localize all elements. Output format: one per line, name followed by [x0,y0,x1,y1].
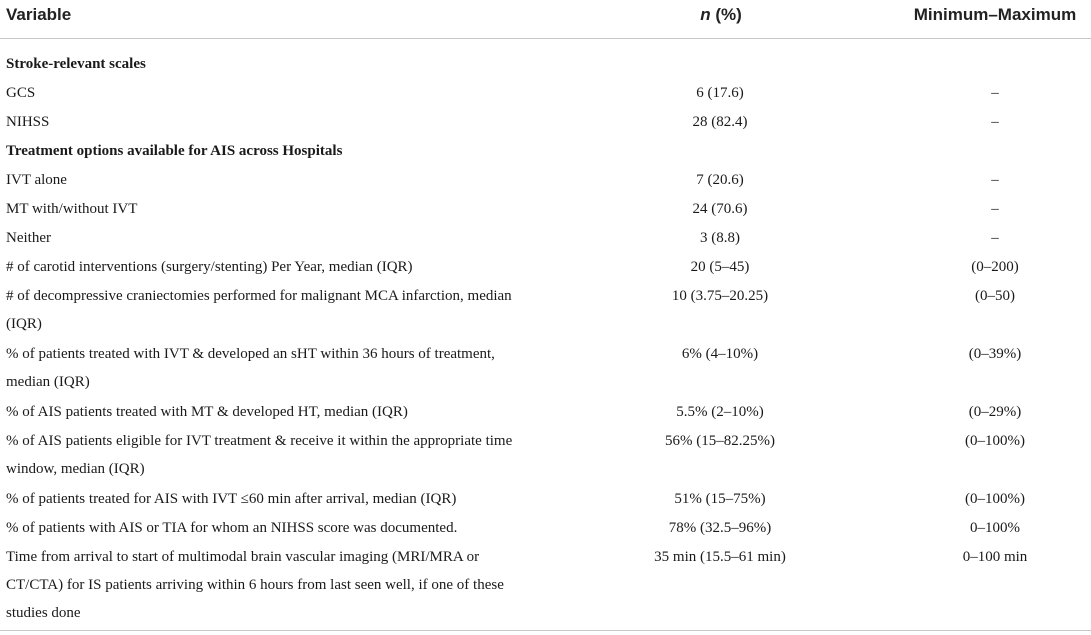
min-max-cell: – [991,85,999,101]
n-percent-cell: 28 (82.4) [692,114,748,130]
n-percent-cell: 7 (20.6) [696,172,744,188]
n-percent-cell: 35 min (15.5–61 min) [654,549,786,565]
variable-cell: # of carotid interventions (surgery/stenting) Per Year, median (IQR) [6,259,413,275]
section-label: Treatment options available for AIS across Hospitals [6,143,343,159]
table-row [0,485,1091,514]
min-max-cell: – [991,114,999,130]
section-row-stroke-scales [0,50,1091,79]
variable-cell: % of patients treated with IVT & developed an sHT within 36 hours of treatment, median (IQR) [6,346,495,390]
variable-cell: Neither [6,230,51,246]
variable-cell: Time from arrival to start of multimodal brain vascular imaging (MRI/MRA or CT/CTA) for IS patients arriving within 6 hours from last seen well, if one of these studies done [6,549,504,621]
variable-cell: % of patients treated for AIS with IVT ≤60 min after arrival, median (IQR) [6,491,457,507]
section-label: Stroke-relevant scales [6,56,146,72]
n-percent-cell: 5.5% (2–10%) [676,404,764,420]
variable-cell: % of AIS patients eligible for IVT treatment & receive it within the appropriate time window, median (IQR) [6,433,513,477]
table-row [0,282,1091,340]
table-row [0,79,1091,108]
section-row-treatment-options [0,137,1091,166]
n-percent-cell: 6% (4–10%) [681,346,759,362]
min-max-cell: 0–100 min [962,549,1028,565]
n-percent-cell: 10 (3.75–20.25) [671,288,769,304]
variable-cell: # of decompressive craniectomies performed for malignant MCA infarction, median (IQR) [6,288,512,332]
table-row [0,427,1091,485]
table-row [0,398,1091,427]
min-max-cell: (0–100%) [965,491,1025,507]
min-max-cell: – [991,172,999,188]
n-percent-cell: 6 (17.6) [696,85,744,101]
min-max-cell: (0–29%) [968,404,1022,420]
variable-cell: NIHSS [6,114,50,130]
min-max-cell: (0–39%) [968,346,1022,362]
variable-cell: % of patients with AIS or TIA for whom an NIHSS score was documented. [6,520,458,536]
table-row [0,543,1091,629]
min-max-cell: 0–100% [970,520,1020,536]
min-max-cell: (0–200) [971,259,1019,275]
min-max-cell: – [991,201,999,217]
n-percent-cell: 78% (32.5–96%) [668,520,772,536]
header-min-max: Minimum–Maximum [913,5,1077,24]
table-header [0,0,1091,39]
min-max-cell: (0–50) [975,288,1015,304]
bottom-rule [0,630,1091,631]
table-row [0,253,1091,282]
variable-cell: % of AIS patients treated with MT & developed HT, median (IQR) [6,404,408,420]
header-n-percent [671,5,771,25]
min-max-cell: (0–100%) [965,433,1025,449]
variable-cell: MT with/without IVT [6,201,138,217]
header-percent-label: (%) [710,5,742,24]
n-percent-cell: 24 (70.6) [692,201,748,217]
min-max-cell: – [991,230,999,246]
table-row [0,224,1091,253]
table-row [0,166,1091,195]
table-row [0,514,1091,543]
n-percent-cell: 56% (15–82.25%) [665,433,775,449]
table-row [0,340,1091,398]
table-row [0,195,1091,224]
header-variable: Variable [6,5,72,24]
table-row [0,108,1091,137]
table-body [0,50,1091,629]
variable-cell: GCS [6,85,36,101]
header-n-symbol: n [700,5,711,24]
variable-cell: IVT alone [6,172,67,188]
n-percent-cell: 3 (8.8) [700,230,740,246]
n-percent-cell: 51% (15–75%) [674,491,766,507]
n-percent-cell: 20 (5–45) [690,259,750,275]
